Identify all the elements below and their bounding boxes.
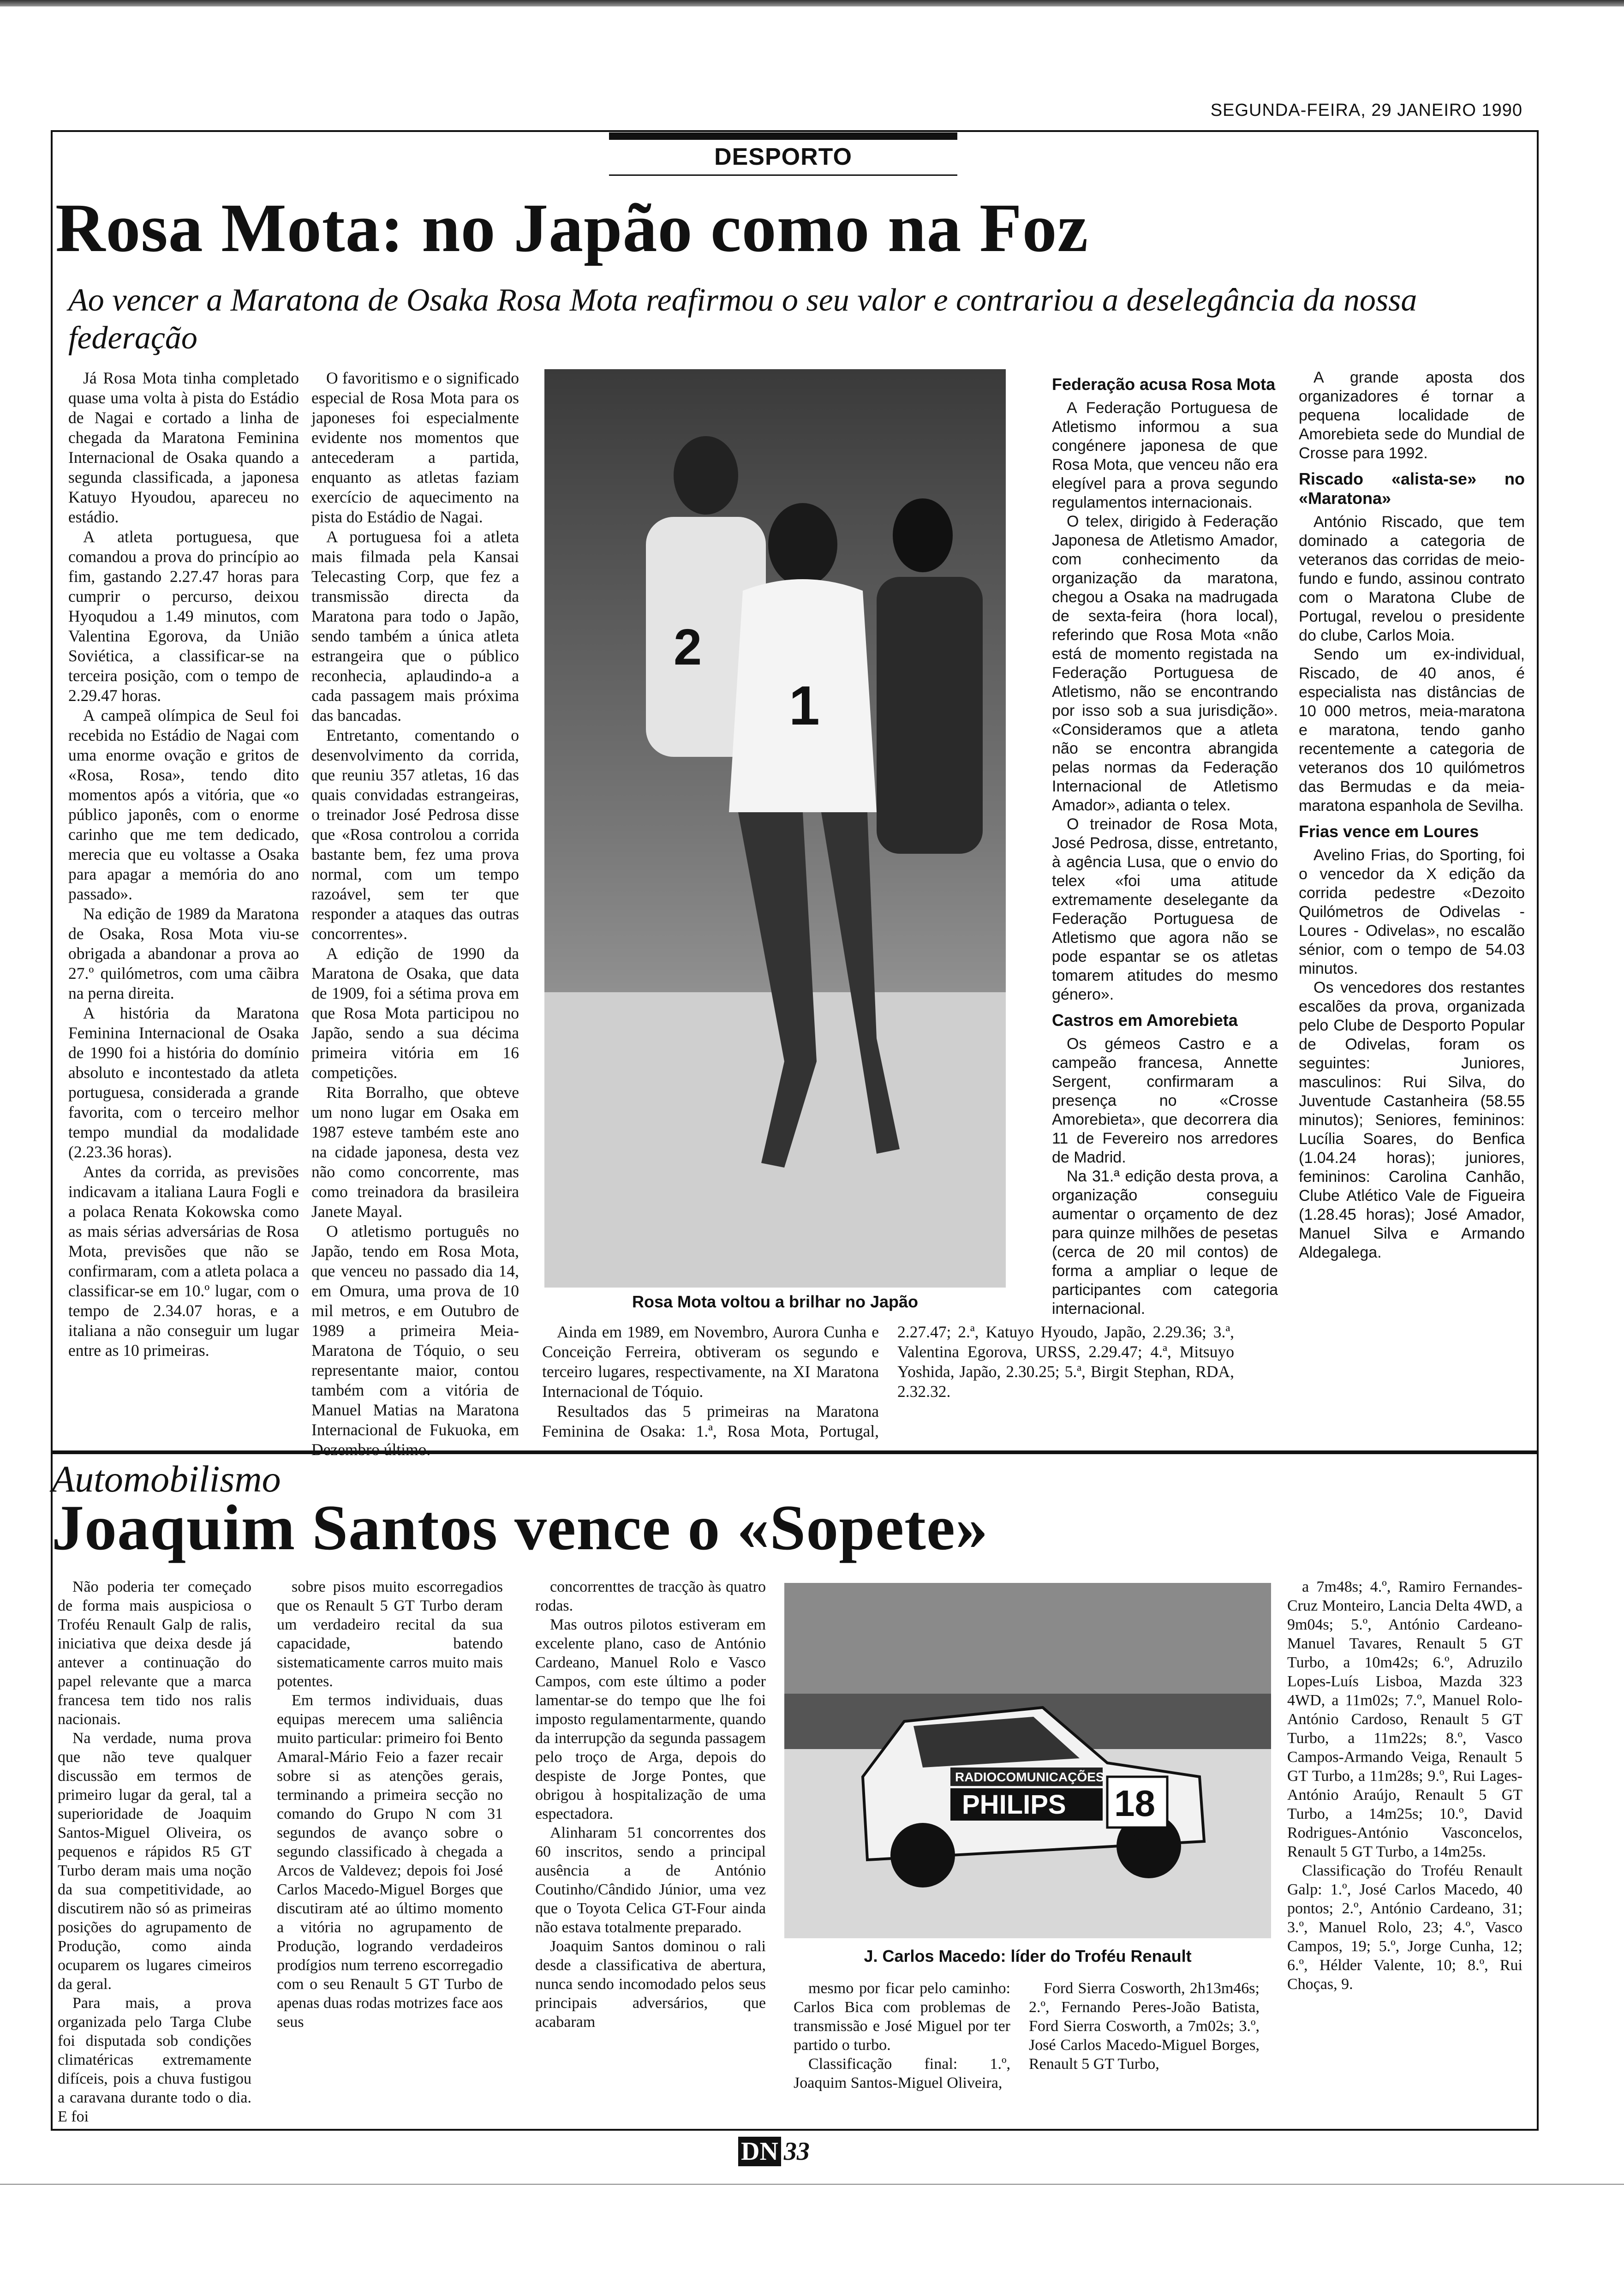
story2-column-5 [1029, 1979, 1260, 2073]
section-bar [609, 132, 957, 140]
paragraph: Os vencedores dos restantes escalões da prova, organizada pelo Clube de Desporto Popular de Odivelas, foram os seguintes: Juniores, masculinos: Rui Silva, do Juventude Castanheira (58.55 minutos); Seniores, femininos: Lucília Soares, do Benfica (1.04.24 horas); juniores, femininos: Carolina Canhão, Clube Atlético Vale de Figueira (1.28.45 horas); José Amador, Manuel Silva e Armando Aldegalega. [1299, 979, 1525, 1261]
story1-column-1 [68, 368, 299, 1360]
runners-illustration [544, 369, 1006, 1288]
svg-text:2: 2 [674, 619, 702, 676]
svg-text:1: 1 [789, 675, 820, 737]
paragraph: O telex, dirigido à Federação Japonesa de Atletismo Amador, com conhecimento da organização da maratona, chegou a Osaka na madrugada de sexta-feira (hora local), referindo que Rosa Mota «não está de momento registada na Federação Portuguesa de Atletismo, não se encontrando por isso sob a sua jurisdição». «Consideramos que a atleta não se encontra abrangida pelas normas da Federação Internacional de Atletismo Amador», adianta o telex. [1052, 513, 1278, 814]
story2-column-1 [58, 1577, 251, 2126]
paragraph: Em termos individuais, duas equipas merecem uma saliência muito particular: primeiro foi Bento Amaral-Mário Feio a fazer recair sobre si as atenções gerais, terminando a primeira secção no comando do Grupo N com 31 segundos de avanço sobre o segundo classificado à chegada a Arcos de Valdevez; depois foi José Carlos Macedo-Miguel Borges que discutiram até ao último momento a vitória no agrupamento de Produção, logrando verdadeiros prodígios num terreno escorregadio com o seu Renault 5 GT Turbo de apenas duas rodas motrizes face aos seus [277, 1692, 503, 2031]
subhead-federacao: Federação acusa Rosa Mota [1052, 375, 1276, 394]
paragraph: O treinador de Rosa Mota, José Pedrosa, disse, entretanto, à agência Lusa, que o envio do telex «foi uma atitude extremamente deselegante da Federação Portuguesa de Atletismo que agora não se pode espantar se os atletas tomarem atitudes do mesmo género». [1052, 815, 1278, 1003]
page-number: 33 [783, 2137, 810, 2166]
subhead-frias: Frias vence em Loures [1299, 822, 1479, 841]
paragraph: Classificação do Troféu Renault Galp: 1.º, José Carlos Macedo, 40 pontos; 2.º, António Cardeano, 31; 3.º, Manuel Rolo, 23; 4.º, Vasco Campos, 19; 5.º, Jorge Cunha, 12; 6.º, Hélder Valente, 10; 8.º, Rui Choças, 9. [1287, 1862, 1522, 1993]
paragraph: Antes da corrida, as previsões indicavam a italiana Laura Fogli e a polaca Renata Kokowska como as mais sérias adversárias de Rosa Mota, previsões que não se confirmaram, com a atleta polaca a classificar-se em 10.º lugar, com o tempo de 2.34.07 horas, e a italiana a não conseguir um lugar entre as 10 primeiras. [68, 1162, 299, 1360]
story1-column-4 [1052, 368, 1278, 1318]
story1-column-continuation [542, 1322, 1234, 1441]
page-folio [738, 2137, 810, 2166]
footer-rule [0, 2184, 1624, 2185]
paragraph: Alinharam 51 concorrentes dos 60 inscritos, sendo a principal ausência a de António Coutinho/Cândido Júnior, uma vez que o Toyota Celica GT-Four ainda não estava totalmente preparado. [535, 1824, 766, 1936]
rally-photo-caption: J. Carlos Macedo: líder do Troféu Renault [864, 1947, 1192, 1965]
subheadline: Ao vencer a Maratona de Osaka Rosa Mota reafirmou o seu valor e contrariou a deselegância da nossa federação [68, 282, 1417, 356]
paragraph: António Riscado, que tem dominado a categoria de veteranos das corridas de meio-fundo e fundo, assinou contrato com o Maratona Clube de Portugal, revelou o presidente do clube, Carlos Moia. [1299, 513, 1525, 644]
paragraph: Sendo um ex-individual, Riscado, de 40 anos, é especialista nas distâncias de 10 000 metros, meia-maratona e maratona, tendo ganho recentemente a categoria de veteranos dos 10 quilómetros das Bermudas e da meia-maratona espanhola de Sevilha. [1299, 646, 1525, 815]
headline: Rosa Mota: no Japão como na Foz [55, 190, 1089, 266]
paragraph: sobre pisos muito escorregadios que os Renault 5 GT Turbo deram um verdadeiro recital da sua capacidade, batendo sistematicamente carros muito mais potentes. [277, 1578, 503, 1690]
paragraph: Rita Borralho, que obteve um nono lugar em Osaka em 1987 esteve também este ano na cidade japonesa, desta vez não como concorrente, mas como treinadora da brasileira Janete Mayal. [311, 1083, 519, 1221]
paragraph: A edição de 1990 da Maratona de Osaka, que data de 1909, foi a sétima prova em que Rosa Mota participou no Japão, sendo a sua décima primeira vitória em 16 competições. [311, 944, 519, 1082]
brand-text: PHILIPS [962, 1790, 1066, 1820]
paragraph: concorrenttes de tracção às quatro rodas. [535, 1578, 766, 1614]
story2-column-2 [277, 1577, 503, 2031]
paragraph: A grande aposta dos organizadores é tornar a pequena localidade de Amorebieta sede do Mundial de Crosse para 1992. [1299, 369, 1525, 462]
subhead-riscado: Riscado «alista-se» no «Maratona» [1299, 469, 1525, 508]
paragraph: O favoritismo e o significado especial de Rosa Mota para os japoneses foi especialmente evidente nos momentos que antecederam a partida, enquanto as atletas faziam exercício de aquecimento na pista do Estádio de Nagai. [311, 369, 519, 526]
paragraph: Entretanto, comentando o desenvolvimento da corrida, que reuniu 357 atletas, 16 das quais convidadas estrangeiras, o treinador José Pedrosa disse que «Rosa controlou a corrida bastante bem, fez uma prova normal, com um tempo razoável, sem ter que responder a ataques das outras concorrentes». [311, 726, 519, 943]
paragraph: A portuguesa foi a atleta mais filmada pela Kansai Telecasting Corp, que fez a transmissão directa da Maratona para todo o Japão, sendo também a única atleta estrangeira que o público reconhecia, aplaudindo-a a cada passagem mais próxima das bancadas. [311, 527, 519, 725]
car-number: 18 [1114, 1783, 1155, 1824]
paragraph: Resultados das 5 primeiras na Maratona Feminina de Osaka: 1.ª, Rosa Mota, Portugal, 2.27.47; 2.ª, Katuyo Hyoudo, Japão, 2.29.36; 3.ª, Valentina Egorova, URSS, 2.29.47; 4.ª, Mitsuyo Yoshida, Japão, 2.30.25; 5.ª, Birgit Stephan, RDA, 2.32.32. [542, 1323, 1234, 1440]
paragraph: Ainda em 1989, em Novembro, Aurora Cunha e Conceição Ferreira, obtiveram os segundo e terceiro lugares, respectivamente, na XI Maratona Internacional de Tóquio. [542, 1323, 879, 1401]
marathon-photo [544, 369, 1006, 1288]
paragraph: Joaquim Santos dominou o rali desde a classificativa de abertura, nunca sendo incomodado pelos seus principais adversários, que acabaram [535, 1938, 766, 2031]
paragraph: Não poderia ter começado de forma mais auspiciosa o Troféu Renault Galp de ralis, iniciativa que deixa desde já antever a continuação do papel relevante que a marca francesa tem tido nos ralis nacionais. [58, 1578, 251, 1728]
paragraph: Já Rosa Mota tinha completado quase uma volta à pista do Estádio de Nagai e cortado a linha de chegada da Maratona Feminina Internacional de Osaka quando a segunda classificada, a japonesa Katuyo Hyoudou, apareceu no estádio. [68, 369, 299, 526]
paragraph: Classificação final: 1.º, Joaquim Santos-Miguel Oliveira, [794, 2055, 1010, 2091]
paragraph: A história da Maratona Feminina Internacional de Osaka de 1990 foi a história do domínio absoluto e incontestado da atleta portuguesa, considerada a grande favorita, com o terceiro melhor tempo mundial da modalidade (2.23.36 horas). [68, 1004, 299, 1161]
paragraph: O atletismo português no Japão, tendo em Rosa Mota, que venceu no passado dia 14, em Omura, uma prova de 10 mil metros, e em Outubro de 1989 a primeira Meia-Maratona de Tóquio, o seu representante maior, contou também com a vitória de Manuel Matias na Maratona Internacional de Fukuoka, em Dezembro último. [311, 1222, 519, 1459]
story2-column-6 [1287, 1577, 1522, 1994]
paragraph: A campeã olímpica de Seul foi recebida no Estádio de Nagai com uma enorme ovação e gritos de «Rosa, Rosa», tendo dito momentos após a vitória, que «o público japonês, com o enorme carinho que me tem dedicado, merecia que eu voltasse a Osaka para apagar a memória do ano passado». [68, 706, 299, 903]
subhead-castros: Castros em Amorebieta [1052, 1011, 1238, 1030]
story1-column-2 [311, 368, 519, 1460]
paragraph: mesmo por ficar pelo caminho: Carlos Bica com problemas de transmissão e José Miguel por ter partido o turbo. [794, 1980, 1010, 2054]
paragraph: Os gémeos Castro e a campeão francesa, Annette Sergent, confirmaram a presença no «Crosse Amorebieta», que decorrera dia 11 de Fevereiro nos arredores de Madrid. [1052, 1035, 1278, 1166]
story2-kicker: Automobilismo [52, 1458, 281, 1500]
story1-column-5 [1299, 368, 1525, 1262]
rally-car-illustration [784, 1583, 1271, 1938]
story2-column-4 [794, 1979, 1010, 2092]
story2-column-3 [535, 1577, 766, 2031]
section-rule [609, 174, 957, 176]
paragraph: a 7m48s; 4.º, Ramiro Fernandes-Cruz Monteiro, Lancia Delta 4WD, a 9m04s; 5.º, António Cardeano-Manuel Tavares, Renault 5 GT Turbo, a 10m42s; 6.º, Adruzilo Lopes-Luís Lisboa, Mazda 323 4WD, a 11m02s; 7.º, Manuel Rolo-António Cardoso, Renault 5 GT Turbo, a 11m22s; 8.º, Vasco Campos-Armando Veiga, Renault 5 GT Turbo, a 11m28s; 9.º, Rui Lages-António Araújo, Renault 5 GT Turbo, a 14m25s; 10.º, David Rodrigues-António Vasconcelos, Renault 5 GT Turbo, a 14m25s. [1287, 1578, 1522, 1860]
galp-text: GALP [1121, 1830, 1155, 1844]
paragraph: Para mais, a prova organizada pelo Targa Clube foi disputada sob condições climatéricas extremamente difíceis, pois a chuva fustigou a caravana durante todo o dia. E foi [58, 1995, 251, 2125]
paragraph: Na 31.ª edição desta prova, a organização conseguiu aumentar o orçamento de dez para quinze milhões de pesetas (cerca de 20 mil contos) de forma a ampliar o leque de participantes com categoria internacional. [1052, 1168, 1278, 1318]
sponsor-text: RADIOCOMUNICAÇÕES [955, 1770, 1105, 1784]
paragraph: Na edição de 1989 da Maratona de Osaka, Rosa Mota viu-se obrigada a abandonar a prova ao 27.º quilómetros, com uma cãibra na perna direita. [68, 905, 299, 1002]
paragraph: A atleta portuguesa, que comandou a prova do princípio ao fim, gastando 2.27.47 horas para cumprir o percurso, deixou Hyoqudou a 1.49 minutos, com Valentina Egorova, da União Soviética, a classificar-se na terceira posição, com o tempo de 2.29.47 horas. [68, 527, 299, 705]
paragraph: A Federação Portuguesa de Atletismo informou a sua congénere japonesa de que Rosa Mota, que venceu não era elegível para a prova segundo regulamentos internacionais. [1052, 399, 1278, 511]
paragraph: Na verdade, numa prova que não teve qualquer discussão em termos de primeiro lugar da geral, tal a superioridade de Joaquim Santos-Miguel Oliveira, os pequenos e rápidos R5 GT Turbo deram mais uma noção da sua competitividade, ao discutirem não só as primeiras posições do agrupamento de Produção, como ainda ocuparem os lugares cimeiros da geral. [58, 1730, 251, 1993]
rally-photo [784, 1583, 1271, 1938]
paragraph: Avelino Frias, do Sporting, foi o vencedor da X edição da corrida pedestre «Dezoito Quilómetros de Odivelas - Loures - Odivelas», no escalão sénior, com o tempo de 54.03 minutos. [1299, 846, 1525, 977]
story2-headline: Joaquim Santos vence o «Sopete» [52, 1492, 988, 1564]
issue-date: SEGUNDA-FEIRA, 29 JANEIRO 1990 [1210, 101, 1522, 120]
photo-caption: Rosa Mota voltou a brilhar no Japão [632, 1292, 919, 1311]
paragraph: Ford Sierra Cosworth, 2h13m46s; 2.º, Fernando Peres-João Batista, Ford Sierra Cosworth, a 7m02s; 3.º, José Carlos Macedo-Miguel Borges, Renault 5 GT Turbo, [1029, 1980, 1260, 2073]
section-label: DESPORTO [714, 144, 852, 170]
top-rule [0, 0, 1624, 6]
paragraph: Mas outros pilotos estiveram em excelente plano, caso de António Cardeano, Manuel Rolo e Vasco Campos, com este último a poder lamentar-se do tempo que lhe foi imposto regulamentarmente, quando da interrupção da segunda passagem pelo troço de Arga, depois do despiste de Jorge Pontes, que obrigou à hospitalização de uma espectadora. [535, 1616, 766, 1822]
newspaper-logo: DN [738, 2137, 781, 2166]
